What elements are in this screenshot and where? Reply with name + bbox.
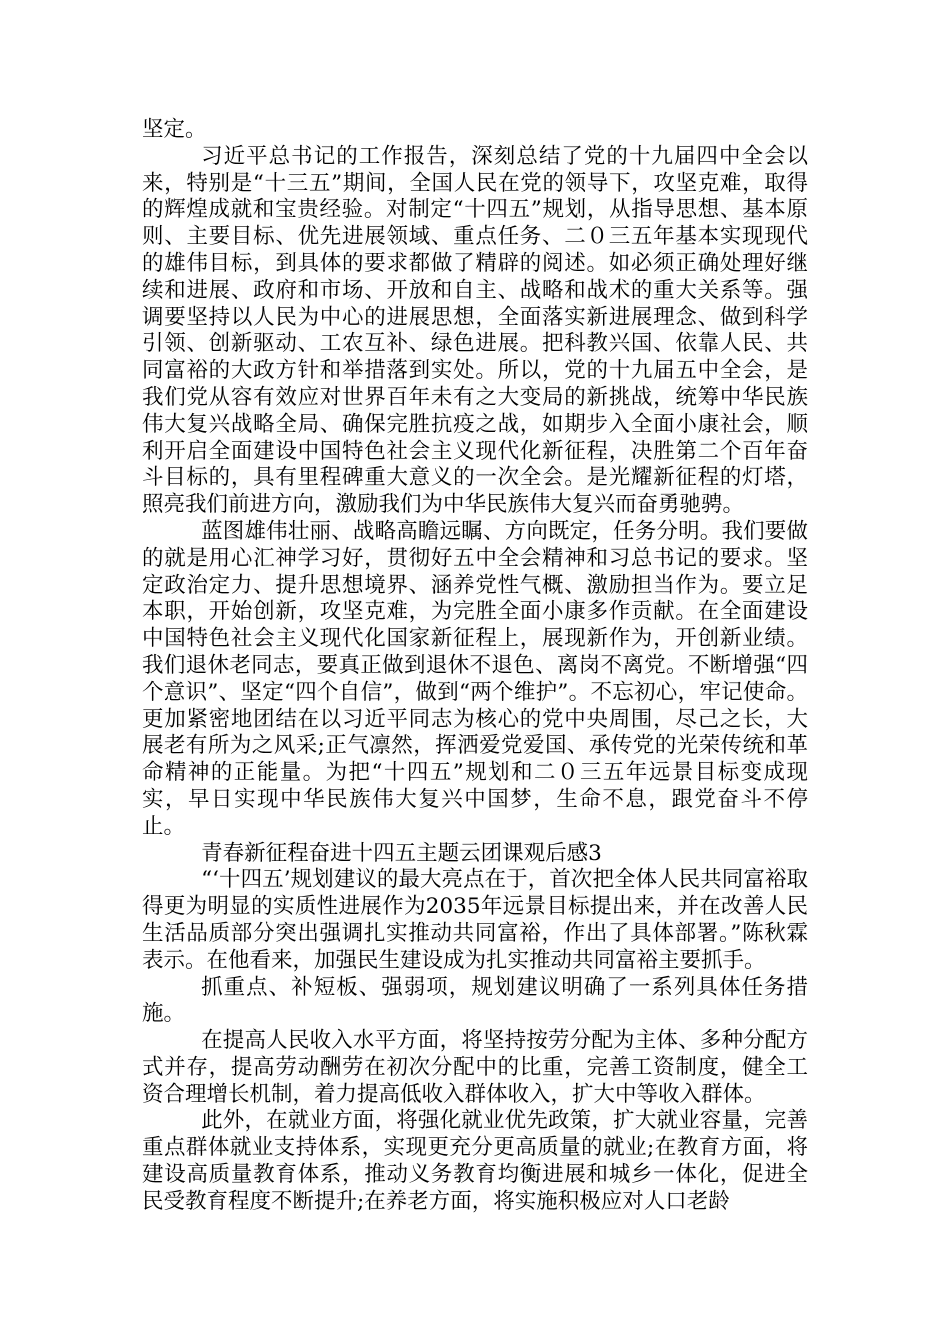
document-body <box>142 117 808 1216</box>
paragraph-key-measures: 抓重点、补短板、强弱项，规划建议明确了一系列具体任务措施。 <box>142 974 808 1027</box>
paragraph-continuation: 坚定。 <box>142 117 207 142</box>
paragraph-employment-education: 此外，在就业方面，将强化就业优先政策，扩大就业容量，完善重点群体就业支持体系，实现更充分更高质量的就业;在教育方面，将建设高质量教育体系，推动义务教育均衡进展和城乡一体化，促进全民受教育程度不断提升;在养老方面，将实施积极应对人口老龄 <box>142 1108 808 1214</box>
paragraph-income: 在提高人民收入水平方面，将坚持按劳分配为主体、多种分配方式并存，提高劳动酬劳在初次分配中的比重，完善工资制度，健全工资合理增长机制，着力提高低收入群体收入，扩大中等收入群体。 <box>142 1028 808 1107</box>
section-heading: 青春新征程奋进十四五主题云团课观后感3 <box>201 840 602 866</box>
paragraph-common-prosperity: “‘十四五’规划建议的最大亮点在于，首次把全体人民共同富裕取得更为明显的实质性进展作为2035年远景目标提出来，并在改善人民生活品质部分突出强调扎实推动共同富裕，作出了具体部署。”陈秋霖表示。在他看来，加强民生建设成为扎实推动共同富裕主要抓手。 <box>142 867 808 973</box>
paragraph-work-report: 习近平总书记的工作报告，深刻总结了党的十九届四中全会以来，特别是“十三五”期间，全国人民在党的领导下，攻坚克难，取得的辉煌成就和宝贵经验。对制定“十四五”规划，从指导思想、基本原则、主要目标、优先进展领域、重点任务、二０三五年基本实现现代的雄伟目标，到具体的要求都做了精辟的阅述。如必须正确处理好继续和进展、政府和市场、开放和自主、战略和战术的重大关系等。强调要坚持以人民为中心的进展思想，全面落实新进展理念、做到科学引领、创新驱动、工农互补、绿色进展。把科教兴国、依靠人民、共同富裕的大政方针和举措落到实处。所以，党的十九届五中全会，是我们党从容有效应对世界百年未有之大变局的新挑战，统筹中华民族伟大复兴战略全局、确保完胜抗疫之战，如期步入全面小康社会，顺利开启全面建设中国特色社会主义现代化新征程，决胜第二个百年奋斗目标的，具有里程碑重大意义的一次全会。是光耀新征程的灯塔，照亮我们前进方向，激励我们为中华民族伟大复兴而奋勇驰骋。 <box>142 143 808 518</box>
paragraph-blueprint: 蓝图雄伟壮丽、战略高瞻远瞩、方向既定，任务分明。我们要做的就是用心汇神学习好，贯彻好五中全会精神和习总书记的要求。坚定政治定力、提升思想境界、涵养党性气概、激励担当作为。要立足本职，开始创新，攻坚克难，为完胜全面小康多作贡献。在全面建设中国特色社会主义现代化国家新征程上，展现新作为，开创新业绩。我们退休老同志，要真正做到退休不退色、离岗不离党。不断增强“四个意识”、坚定“四个自信”，做到“两个维护”。不忘初心，牢记使命。更加紧密地团结在以习近平同志为核心的党中央周围，尽己之长，大展老有所为之风采;正气凛然，挥洒爱党爱国、承传党的光荣传统和革命精神的正能量。为把“十四五”规划和二０三五年远景目标变成现实，早日实现中华民族伟大复兴中国梦，生命不息，跟党奋斗不停止。 <box>142 518 808 839</box>
